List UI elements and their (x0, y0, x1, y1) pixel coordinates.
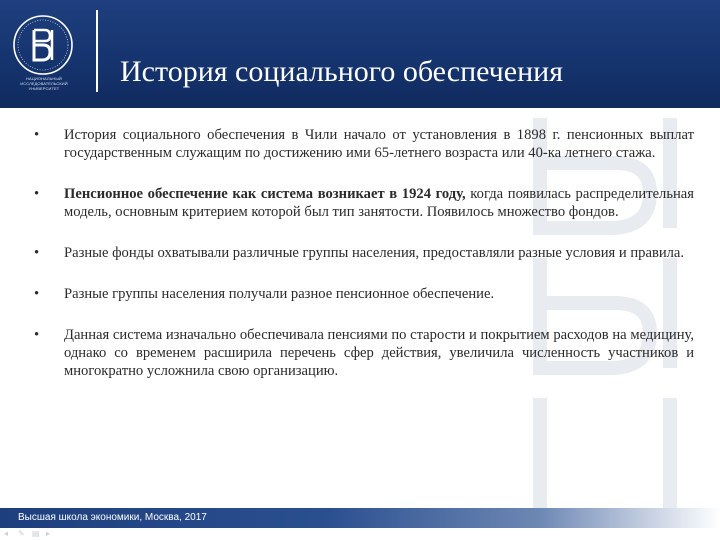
header-divider (96, 10, 98, 92)
hse-logo-icon (12, 14, 74, 76)
bullet-item (34, 185, 694, 221)
bullet-marker: • (34, 286, 40, 302)
bullet-text: История социального обеспечения в Чили начало от установления в 1898 г. пенсионных выплат государственным служащим по достижению ими 65-летнего возраста или 40-ка летнего стажа. (64, 127, 694, 161)
footer-text: Высшая школа экономики, Москва, 2017 (18, 512, 207, 523)
bullet-marker: • (34, 127, 40, 143)
pen-icon[interactable]: ✎ (18, 529, 25, 538)
bullet-item (34, 126, 694, 162)
bullet-marker: • (34, 186, 40, 202)
bullet-item (34, 244, 694, 262)
slide-header (0, 0, 720, 108)
bullet-text: Данная система изначально обеспечивала пенсиями по старости и покрытием расходов на медицину, однако со временем расширила перечень сфер действия, увеличила численность участников и многократно усложнила свою организацию. (64, 327, 694, 379)
bullet-list (34, 126, 694, 403)
menu-icon[interactable]: ▤ (32, 529, 40, 538)
bullet-item (34, 326, 694, 380)
bullet-text: Разные группы населения получали разное пенсионное обеспечение. (64, 286, 495, 302)
bullet-text: когда появилась распределительная модель, основным критерием которой был тип занятости. Появилось множество фондов. (64, 186, 694, 220)
bullet-strong-text: Пенсионное обеспечение как система возникает в 1924 году, (64, 186, 466, 202)
bullet-item (34, 285, 694, 303)
page-title: История социального обеспечения (120, 55, 563, 88)
slide-nav-controls[interactable] (4, 530, 56, 540)
next-slide-icon[interactable]: ▸ (46, 529, 51, 538)
bullet-marker: • (34, 327, 40, 343)
bullet-marker: • (34, 245, 40, 261)
bullet-text: Разные фонды охватывали различные группы населения, предоставляли разные условия и правила. (64, 245, 685, 261)
slide-footer (0, 508, 720, 528)
prev-slide-icon[interactable]: ◂ (4, 529, 9, 538)
university-name: НАЦИОНАЛЬНЫЙ ИССЛЕДОВАТЕЛЬСКИЙ УНИВЕРСИТЕТ (20, 76, 68, 91)
